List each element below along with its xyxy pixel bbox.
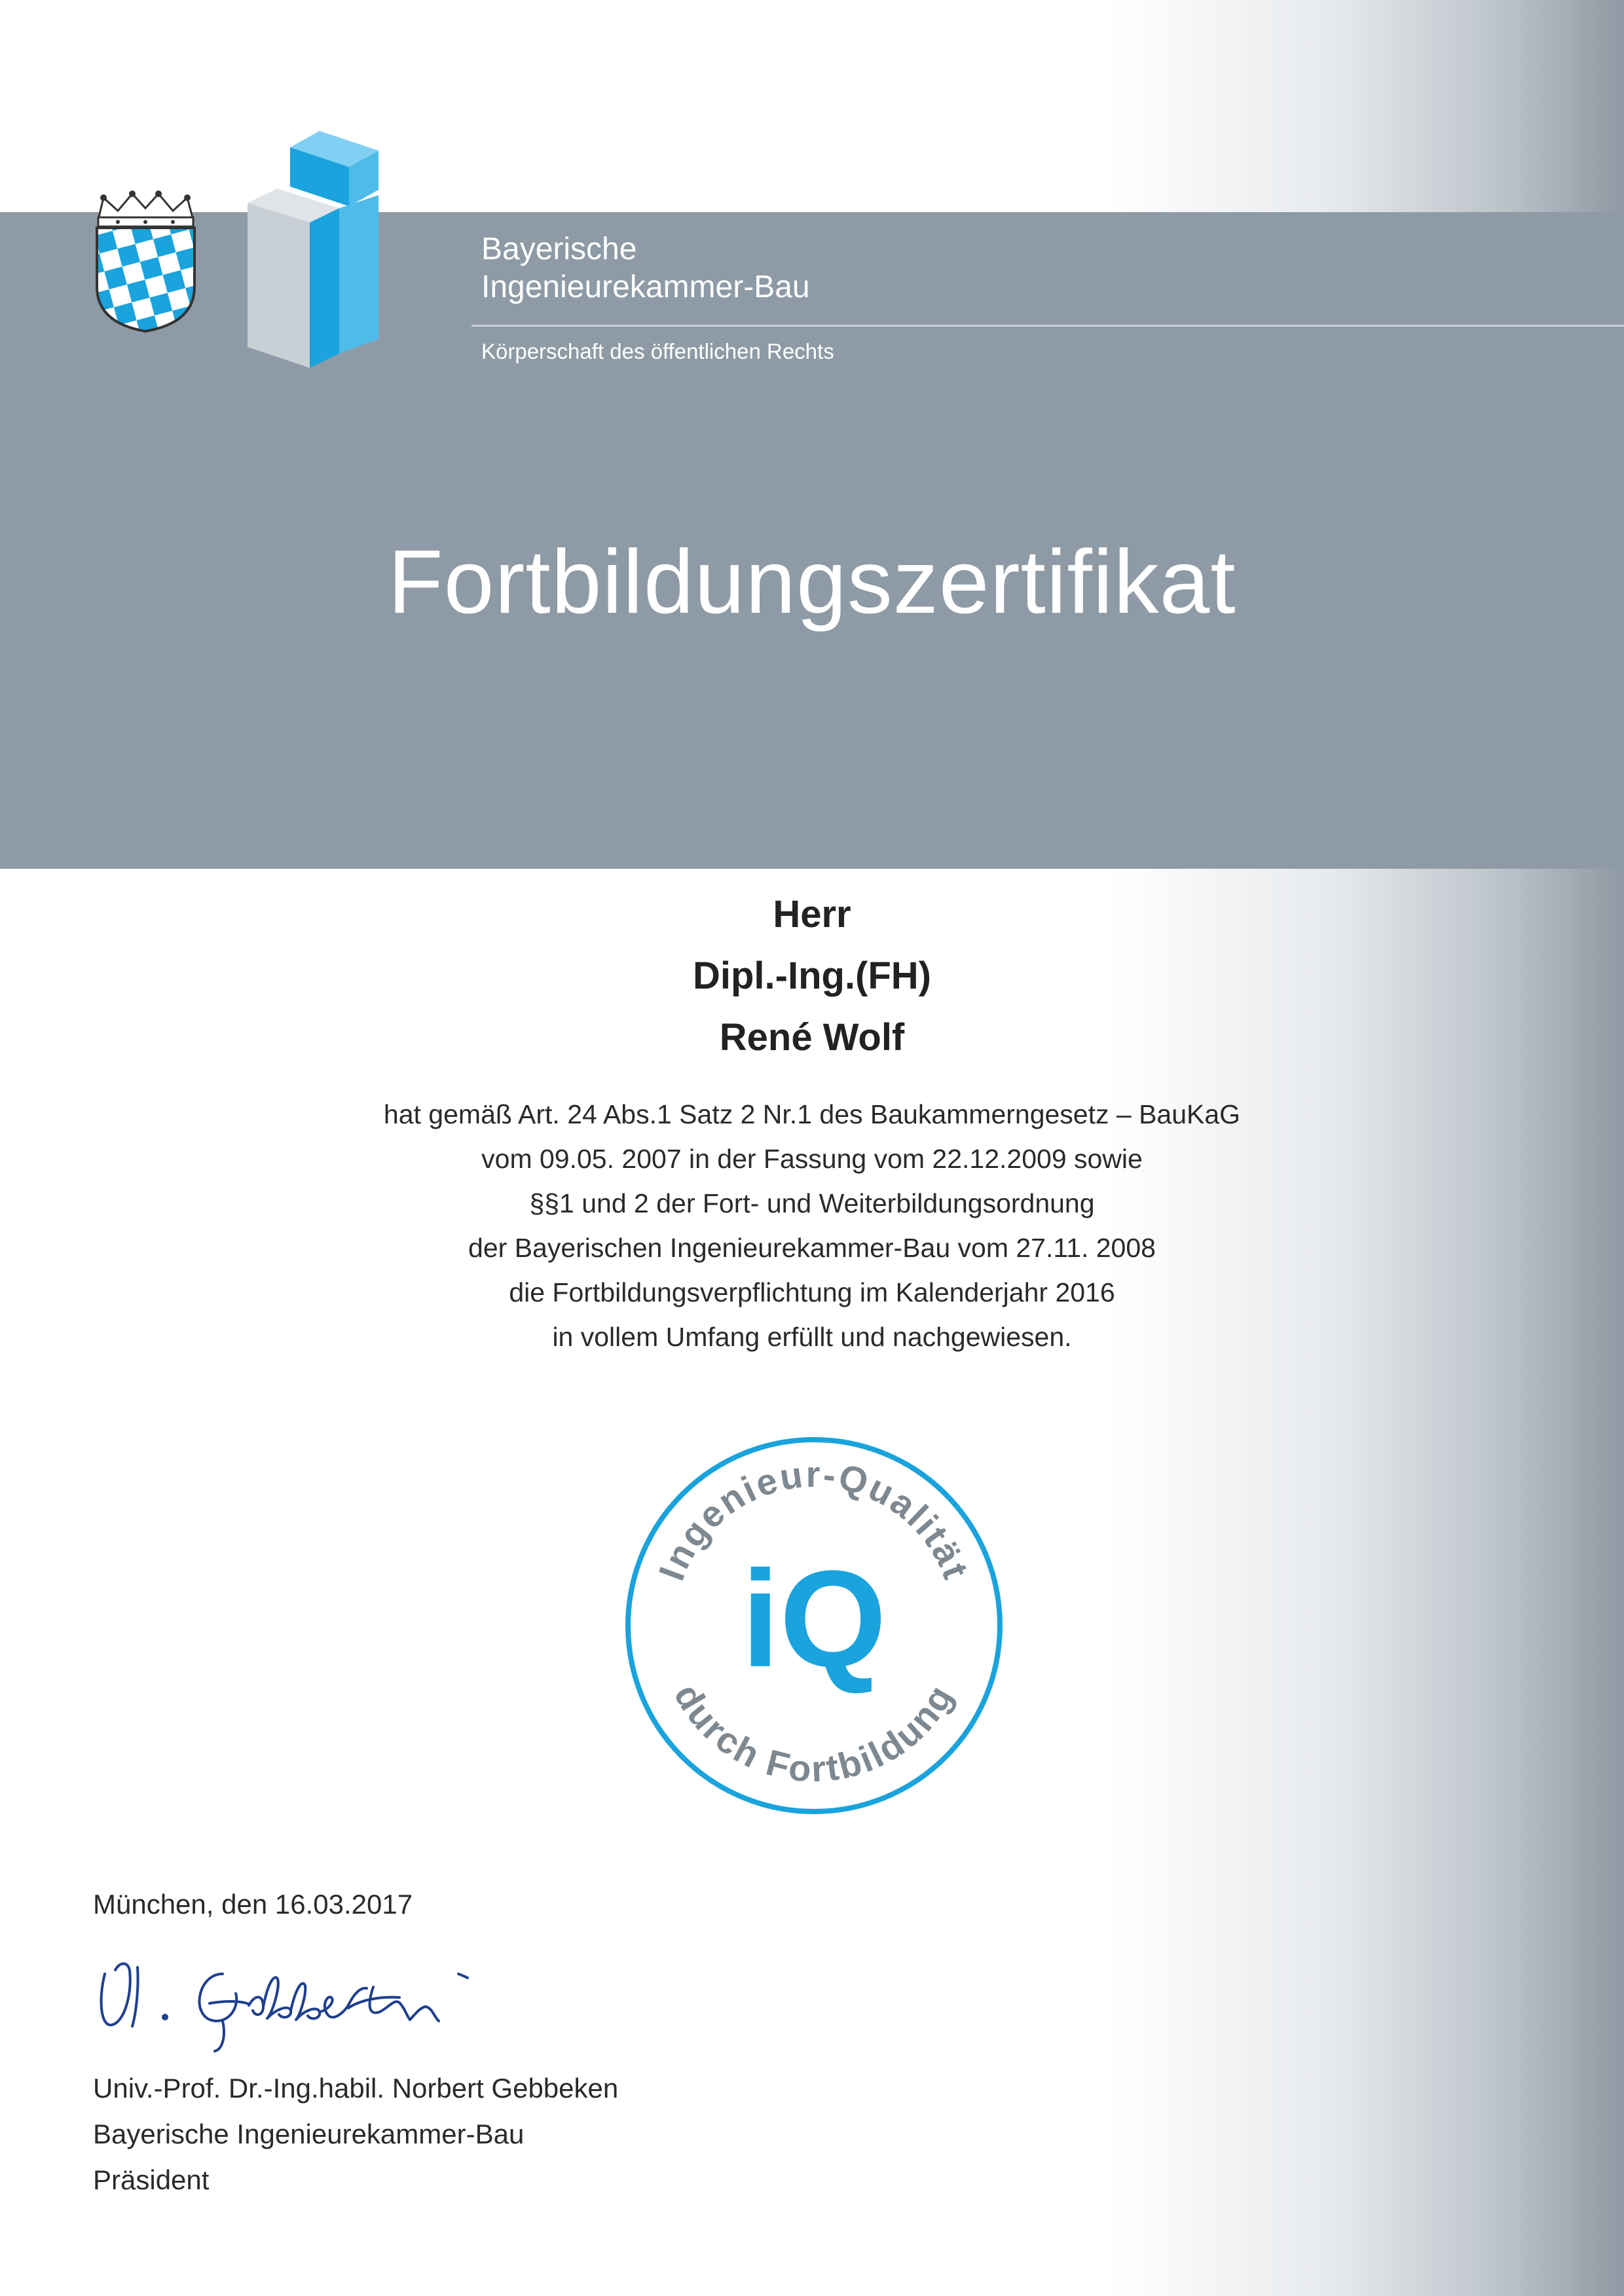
body-line: vom 09.05. 2007 in der Fassung vom 22.12.2009 sowie [481, 1144, 1143, 1174]
recipient-block [0, 884, 1624, 1068]
issue-date-line: München, den 16.03.2017 [93, 1889, 413, 1920]
certificate-body [0, 1092, 1624, 1359]
body-line: §§1 und 2 der Fort- und Weiterbildungsordnung [529, 1188, 1095, 1218]
signature-image [92, 1948, 498, 2052]
body-line: der Bayerischen Ingenieurekammer-Bau vom 27.11. 2008 [468, 1233, 1156, 1263]
signer-role: Präsident [93, 2164, 210, 2195]
organization-name-line2: Ingenieurekammer-Bau [481, 270, 810, 304]
organization-subtitle: Körperschaft des öffentlichen Rechts [481, 339, 834, 363]
signer-name: Univ.-Prof. Dr.-Ing.habil. Norbert Gebbeken [93, 2073, 619, 2104]
organization-name [481, 230, 810, 306]
signer-block [93, 2066, 618, 2203]
organization-name-line1: Bayerische [481, 232, 637, 266]
body-line: hat gemäß Art. 24 Abs.1 Satz 2 Nr.1 des Baukammerngesetz – BauKaG [383, 1099, 1241, 1129]
recipient-salutation: Herr [773, 893, 851, 936]
recipient-degree: Dipl.-Ing.(FH) [692, 955, 931, 997]
certificate-title: Fortbildungszertifikat [388, 532, 1236, 632]
body-line: in vollem Umfang erfüllt und nachgewiesen. [552, 1322, 1072, 1352]
seal-top-text: Ingenieur-Qualität [650, 1453, 978, 1586]
bavarian-coat-of-arms-icon [92, 189, 200, 334]
seal-center-text: iQ [741, 1542, 887, 1696]
iq-quality-seal [624, 1436, 1004, 1815]
seal-bottom-text: durch Fortbildung [666, 1677, 962, 1790]
body-line: die Fortbildungsverpflichtung im Kalenderjahr 2016 [509, 1277, 1115, 1307]
ingenieurekammer-i-logo-icon [248, 131, 388, 368]
recipient-name: René Wolf [719, 1016, 905, 1059]
signer-organization: Bayerische Ingenieurekammer-Bau [93, 2119, 525, 2149]
header-divider [471, 325, 1624, 327]
